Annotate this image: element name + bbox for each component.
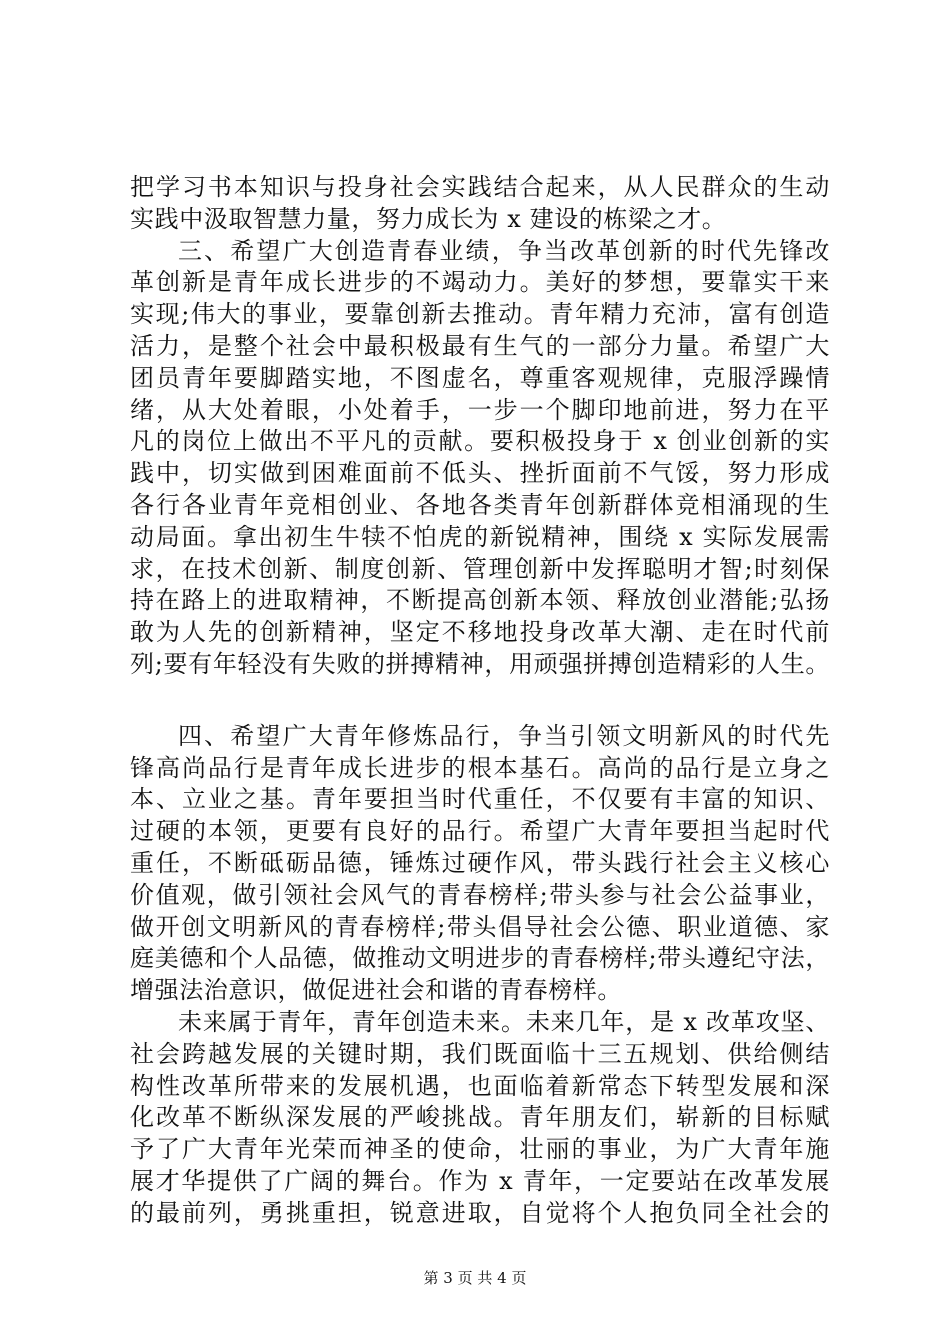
paragraph-gap (130, 681, 830, 721)
text-line: 的最前列，勇挑重担，锐意进取，自觉将个人抱负同全社会的 (130, 1198, 830, 1227)
text-line: 敢为人先的创新精神，坚定不移地投身改革大潮、走在时代前 (130, 618, 830, 647)
text-line: 四、希望广大青年修炼品行，争当引领文明新风的时代先 (178, 721, 830, 750)
text-line: 增强法治意识，做促进社会和谐的青春榜样。 (130, 976, 622, 1005)
text-line: 过硬的本领，更要有良好的品行。希望广大青年要担当起时代 (130, 817, 830, 846)
text-line: 持在路上的进取精神，不断提高创新本领、释放创业潜能;弘扬 (130, 586, 830, 615)
text-line: 庭美德和个人品德，做推动文明进步的青春榜样;带头遵纪守法， (130, 944, 830, 973)
text-line: 本、立业之基。青年要担当时代重任，不仅要有丰富的知识、 (130, 785, 830, 814)
text-line: 价值观，做引领社会风气的青春榜样;带头参与社会公益事业， (130, 880, 830, 909)
text-line: 践中，切实做到困难面前不低头、挫折面前不气馁，努力形成 (130, 459, 830, 488)
document-body (130, 172, 830, 1230)
text-line: 动局面。拿出初生牛犊不怕虎的新锐精神，围绕 x 实际发展需 (130, 522, 830, 551)
text-line: 实践中汲取智慧力量，努力成长为 x 建设的栋梁之才。 (130, 204, 727, 233)
text-line: 把学习书本知识与投身社会实践结合起来，从人民群众的生动 (130, 173, 830, 201)
text-line: 凡的岗位上做出不平凡的贡献。要积极投身于 x 创业创新的实 (130, 427, 830, 456)
text-line: 未来属于青年，青年创造未来。未来几年，是 x 改革攻坚、 (178, 1007, 830, 1036)
text-line: 构性改革所带来的发展机遇，也面临着新常态下转型发展和深 (130, 1071, 830, 1100)
text-line: 做开创文明新风的青春榜样;带头倡导社会公德、职业道德、家 (130, 912, 830, 941)
text-line: 锋高尚品行是青年成长进步的根本基石。高尚的品行是立身之 (130, 753, 830, 782)
text-line: 革创新是青年成长进步的不竭动力。美好的梦想，要靠实干来 (130, 268, 830, 297)
text-line: 予了广大青年光荣而神圣的使命，壮丽的事业，为广大青年施 (130, 1135, 830, 1164)
text-line: 实现;伟大的事业，要靠创新去推动。青年精力充沛，富有创造 (130, 300, 830, 329)
text-line: 求，在技术创新、制度创新、管理创新中发挥聪明才智;时刻保 (130, 554, 830, 583)
text-line: 活力，是整个社会中最积极最有生气的一部分力量。希望广大 (130, 331, 830, 360)
text-line: 重任，不断砥砺品德，锤炼过硬作风，带头践行社会主义核心 (130, 848, 830, 877)
text-line: 绪，从大处着眼，小处着手，一步一个脚印地前进，努力在平 (130, 395, 830, 424)
text-line: 化改革不断纵深发展的严峻挑战。青年朋友们，崭新的目标赋 (130, 1103, 830, 1132)
text-line: 三、希望广大创造青春业绩，争当改革创新的时代先锋改 (178, 236, 830, 265)
text-line: 展才华提供了广阔的舞台。作为 x 青年，一定要站在改革发展 (130, 1166, 830, 1195)
page-number-footer: 第 3 页 共 4 页 (423, 1269, 527, 1287)
text-line: 社会跨越发展的关键时期，我们既面临十三五规划、供给侧结 (130, 1039, 830, 1068)
text-line: 列;要有年轻没有失败的拼搏精神，用顽强拼搏创造精彩的人生。 (130, 649, 830, 678)
text-line: 团员青年要脚踏实地，不图虚名，尊重客观规律，克服浮躁情 (130, 363, 830, 392)
text-line: 各行各业青年竞相创业、各地各类青年创新群体竞相涌现的生 (130, 490, 830, 519)
